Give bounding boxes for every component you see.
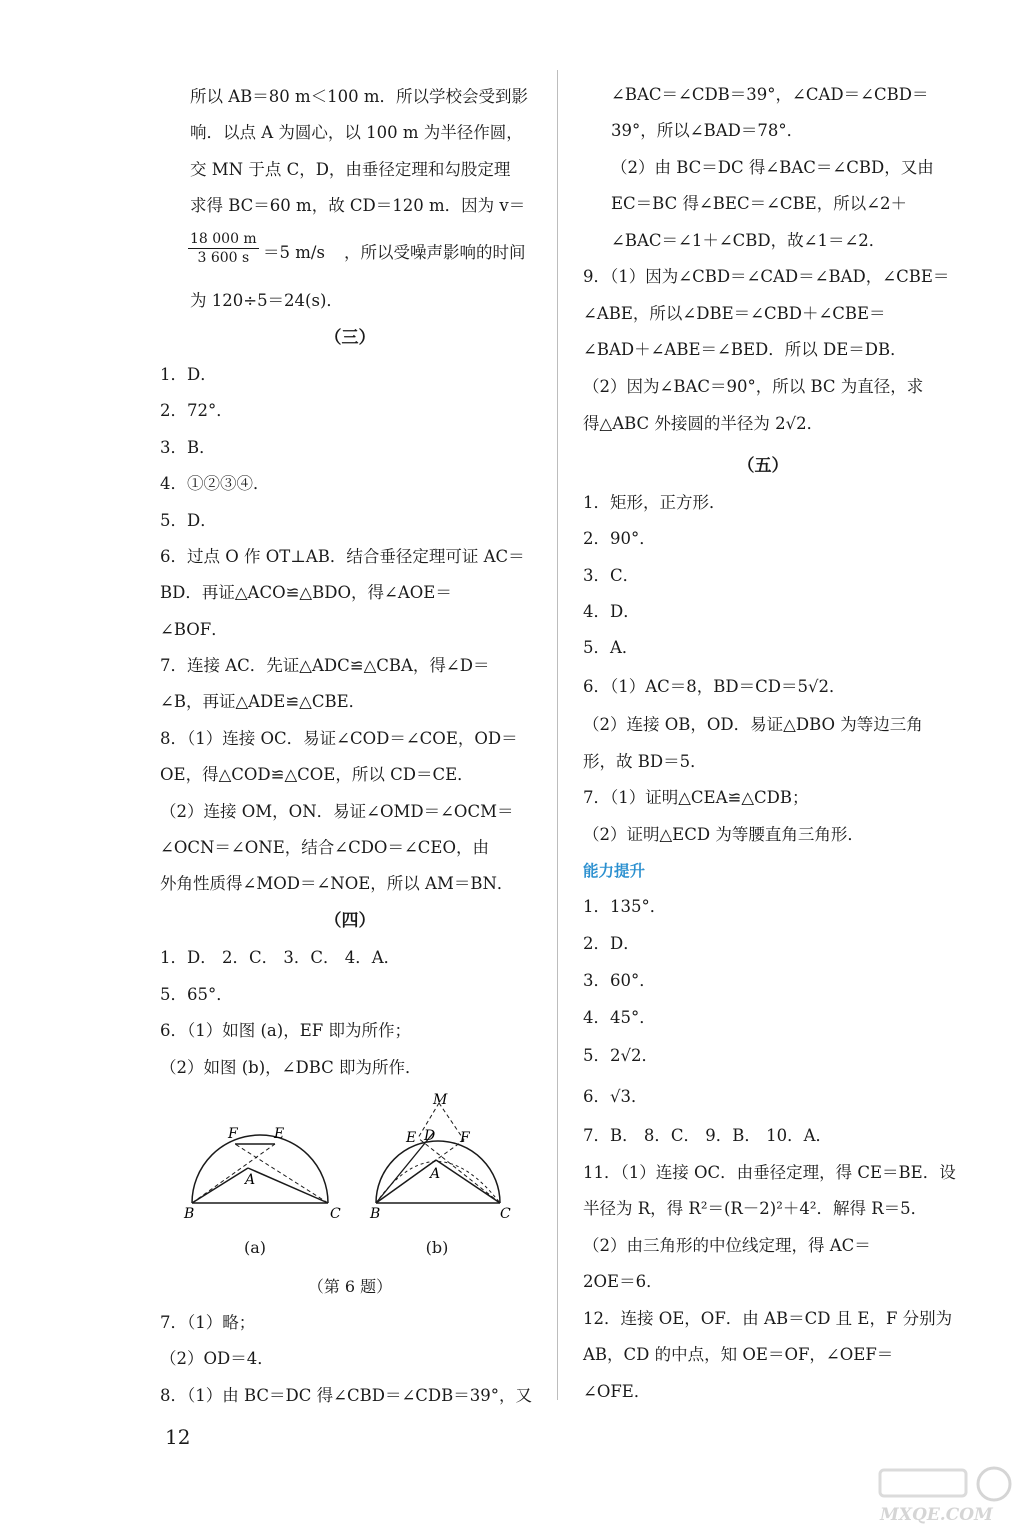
answer-line: 8．（1）连接 OC．易证∠COD＝∠COE，OD＝: [160, 729, 518, 748]
answer-line: 1．D．: [160, 365, 217, 384]
fraction-denominator: 3 600 s: [197, 250, 250, 266]
answer-line: 7．（1）证明△CEA≌△CDB；: [583, 788, 809, 807]
semicircle-a: [192, 1135, 328, 1203]
answer-line: 3．C．: [583, 566, 640, 585]
answer-line: （2）由 BC＝DC 得∠BAC＝∠CBD，又由: [611, 158, 934, 177]
answer-line: ∠OCN＝∠ONE，结合∠CDO＝∠CEO，由: [160, 838, 489, 857]
answer-line: 外角性质得∠MOD＝∠NOE，所以 AM＝BN．: [160, 874, 514, 893]
answer-line: 1．矩形，正方形．: [583, 493, 726, 512]
velocity-fraction: [188, 230, 259, 267]
answer-line: 2OE＝6．: [583, 1272, 663, 1291]
answer-line: 4．D．: [583, 602, 640, 621]
answer-line: （2）OD＝4．: [160, 1349, 274, 1368]
answer-line: 2．90°．: [583, 529, 656, 548]
answer-line: 3．B．: [160, 438, 216, 457]
answer-line: OE，得△COD≌△COE，所以 CD＝CE．: [160, 765, 474, 784]
page-number: 12: [165, 1425, 191, 1449]
ability-section-title: 能力提升: [583, 862, 646, 880]
point-e-a: E: [274, 1126, 285, 1142]
answer-line: 1．135°．: [583, 897, 667, 916]
answer-line: 6．过点 O 作 OT⊥AB．结合垂径定理可证 AC＝: [160, 547, 525, 566]
answer-line: 2．D．: [583, 934, 640, 953]
answer-line: ∠BAD＋∠ABE＝∠BED．所以 DE＝DB．: [583, 340, 907, 359]
answer-line: 11．（1）连接 OC．由垂径定理，得 CE＝BE．设: [583, 1163, 956, 1182]
section-heading-5: （五）: [737, 456, 789, 476]
answer-line: 形，故 BD＝5．: [583, 752, 707, 771]
answer-line: 6．√3．: [583, 1087, 648, 1106]
watermark-circle: [978, 1468, 1010, 1500]
answer-line: 12．连接 OE，OF．由 AB＝CD 且 E，F 分别为: [583, 1309, 953, 1328]
answer-line: （2）证明△ECD 为等腰直角三角形．: [583, 825, 864, 844]
answer-line: （2）由三角形的中位线定理，得 AC＝: [583, 1236, 871, 1255]
answer-line: 9．（1）因为∠CBD＝∠CAD＝∠BAD，∠CBE＝: [583, 267, 950, 286]
answer-line: BD．再证△ACO≌△BDO，得∠AOE＝: [160, 583, 452, 602]
figure-caption: （第 6 题）: [307, 1277, 393, 1296]
segment-ca-a: [248, 1168, 328, 1203]
text-line: 交 MN 于点 C，D，由垂径定理和勾股定理: [190, 160, 511, 179]
answer-line: 5．65°．: [160, 985, 233, 1004]
text-line: ，所以受噪声影响的时间: [344, 243, 526, 262]
answer-line: EC＝BC 得∠BEC＝∠CBE，所以∠2＋: [611, 194, 908, 213]
segment-ca-b: [436, 1160, 500, 1203]
text-line: 求得 BC＝60 m，故 CD＝120 m．因为 v＝: [190, 196, 526, 215]
point-f-b: F: [460, 1130, 470, 1146]
answer-line: 得△ABC 外接圆的半径为 2√2．: [583, 414, 824, 433]
text-line: 为 120÷5＝24(s)．: [190, 291, 343, 310]
answer-line: 5．A．: [583, 638, 639, 657]
section-heading-3: （三）: [324, 328, 376, 348]
figure-label-b: (b): [425, 1238, 449, 1257]
point-a-a: A: [245, 1172, 256, 1188]
answer-line: 3．60°．: [583, 971, 656, 990]
point-d: D: [424, 1128, 436, 1144]
segment-ba-a: [192, 1168, 248, 1203]
watermark-box: [880, 1470, 966, 1496]
geometry-figure: [180, 1090, 540, 1230]
figure-label-a: (a): [243, 1238, 267, 1257]
answer-line: 5．2√2．: [583, 1046, 659, 1065]
answer-line: （2）连接 OB，OD．易证△DBO 为等边三角: [583, 715, 923, 734]
answer-line: 2．72°．: [160, 401, 233, 420]
point-b-b: B: [370, 1206, 381, 1222]
point-f-a: F: [228, 1126, 238, 1142]
point-b-a: B: [184, 1206, 195, 1222]
answer-line: 39°，所以∠BAD＝78°．: [611, 121, 804, 140]
answer-line: 7．（1）略；: [160, 1313, 256, 1332]
answer-line: 5．D．: [160, 511, 217, 530]
answer-line: 4．45°．: [583, 1008, 656, 1027]
answer-line: （2）如图 (b)，∠DBC 即为所作．: [160, 1058, 422, 1077]
column-divider: [557, 70, 558, 1400]
watermark-text: MXQE.COM: [880, 1505, 993, 1524]
answer-line: 6．（1）AC＝8，BD＝CD＝5√2．: [583, 677, 846, 696]
answer-line: ∠B，再证△ADE≌△CBE．: [160, 692, 366, 711]
text-line: 响．以点 A 为圆心，以 100 m 为半径作圆，: [190, 123, 523, 142]
point-c-a: C: [330, 1206, 341, 1222]
answer-line: 8．（1）由 BC＝DC 得∠CBD＝∠CDB＝39°，又: [160, 1386, 532, 1405]
answer-line: 4．①②③④．: [160, 474, 270, 493]
answer-line: 半径为 R，得 R²＝(R－2)²＋4²．解得 R＝5．: [583, 1199, 928, 1218]
answer-line: 1．D． 2．C． 3．C． 4．A．: [160, 948, 401, 967]
answer-line: 6．（1）如图 (a)，EF 即为所作；: [160, 1021, 411, 1040]
answer-line: （2）因为∠BAC＝90°，所以 BC 为直径，求: [583, 377, 924, 396]
point-e-b: E: [406, 1130, 417, 1146]
fraction-numerator: 18 000 m: [190, 231, 257, 247]
section-heading-4: （四）: [324, 911, 376, 931]
figure-a: [183, 1126, 341, 1222]
answer-line: ∠BAC＝∠CDB＝39°，∠CAD＝∠CBD＝: [611, 85, 929, 104]
point-c-b: C: [500, 1206, 511, 1222]
point-m: M: [433, 1092, 448, 1108]
answer-line: AB，CD 的中点，知 OE＝OF，∠OEF＝: [583, 1345, 894, 1364]
text-line: 所以 AB＝80 m＜100 m．所以学校会受到影: [190, 87, 529, 106]
answer-line: 7．连接 AC．先证△ADC≌△CBA，得∠D＝: [160, 656, 490, 675]
answer-line: ∠OFE．: [583, 1382, 651, 1401]
figure-b: [369, 1092, 511, 1222]
answer-line: ∠BAC＝∠1＋∠CBD，故∠1＝∠2．: [611, 231, 886, 250]
answer-line: （2）连接 OM，ON．易证∠OMD＝∠OCM＝: [160, 802, 514, 821]
answer-line: ∠ABE，所以∠DBE＝∠CBD＋∠CBE＝: [583, 304, 886, 323]
answer-line: 7．B． 8．C． 9．B． 10．A．: [583, 1126, 833, 1145]
watermark-logo: [876, 1464, 1016, 1524]
fraction-tail: ＝5 m/s: [263, 243, 325, 262]
dashed-be: [192, 1144, 275, 1203]
answer-line: ∠BOF．: [160, 620, 228, 639]
point-a-b: A: [430, 1166, 441, 1182]
